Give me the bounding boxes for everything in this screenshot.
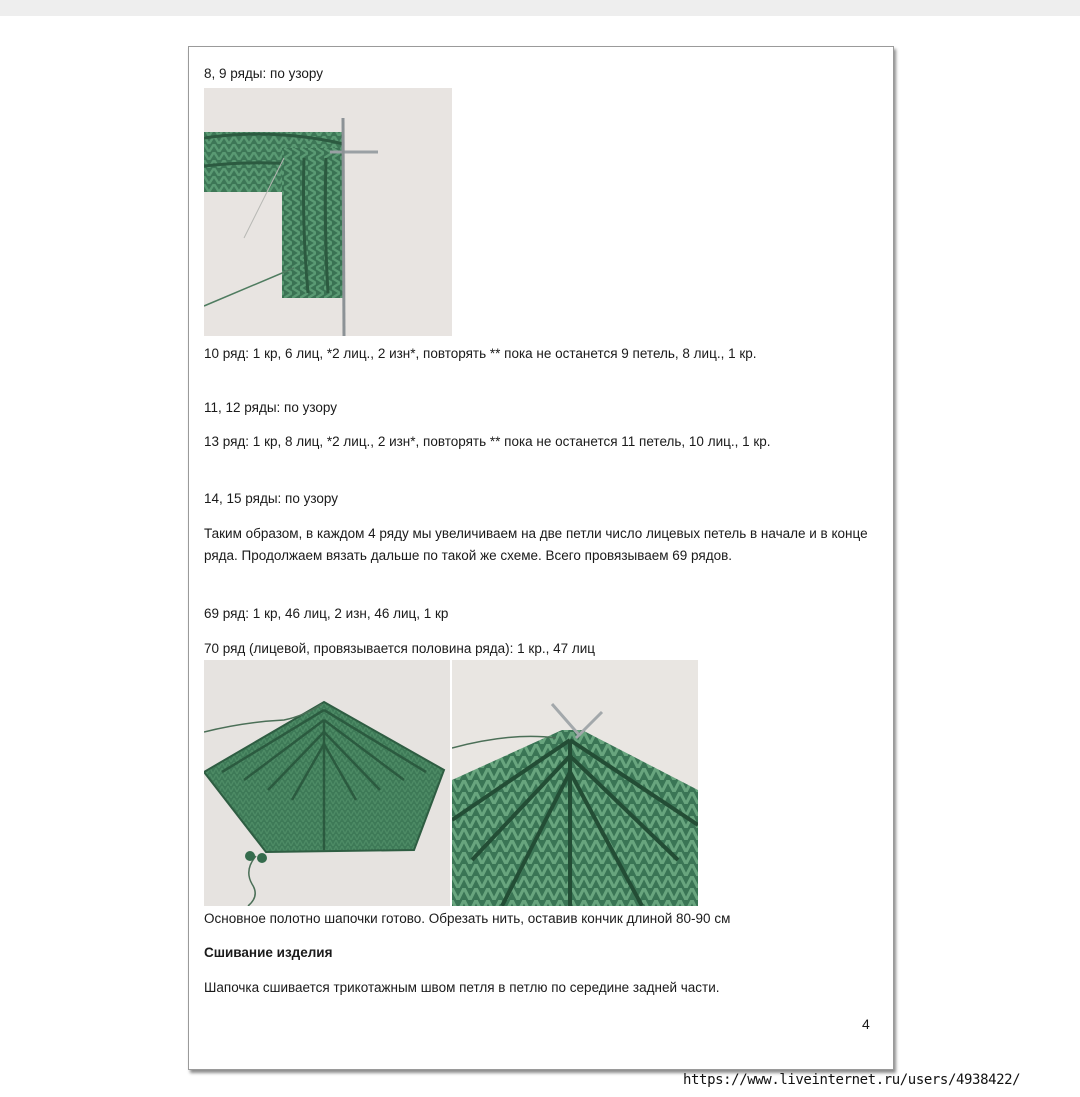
row-70-text: 70 ряд (лицевой, провязывается половина ряда): 1 кр., 47 лиц <box>204 641 595 656</box>
knitting-photo-closeup <box>452 660 698 906</box>
watermark-url: https://www.liveinternet.ru/users/4938422/ <box>683 1072 1021 1088</box>
top-band <box>0 0 1080 16</box>
page-number: 4 <box>862 1016 870 1032</box>
rows-8-9-text: 8, 9 ряды: по узору <box>204 66 323 81</box>
row-10-text: 10 ряд: 1 кр, 6 лиц, *2 лиц., 2 изн*, повторять ** пока не останется 9 петель, 8 лиц., 1 кр. <box>204 346 757 361</box>
knitting-photo-pentagon <box>204 660 450 906</box>
knitting-photo-ribbing <box>204 88 452 336</box>
caption-done-text: Основное полотно шапочки готово. Обрезать нить, оставив кончик длиной 80-90 см <box>204 911 731 926</box>
section-heading-sewing: Сшивание изделия <box>204 945 333 960</box>
rows-11-12-text: 11, 12 ряды: по узору <box>204 400 338 415</box>
pattern-paragraph: Таким образом, в каждом 4 ряду мы увеличиваем на две петли число лицевых петель в начале и в конце ряда. Продолжаем вязать дальше по такой же схеме. Всего провязываем 69 рядов. <box>204 526 868 563</box>
rows-14-15-text: 14, 15 ряды: по узору <box>204 491 339 506</box>
row-13-text: 13 ряд: 1 кр, 8 лиц, *2 лиц., 2 изн*, повторять ** пока не останется 11 петель, 10 лиц., 1 кр. <box>204 434 771 449</box>
sewing-instructions-text: Шапочка сшивается трикотажным швом петля в петлю по середине задней части. <box>204 980 720 995</box>
row-69-text: 69 ряд: 1 кр, 46 лиц, 2 изн, 46 лиц, 1 кр <box>204 606 449 621</box>
